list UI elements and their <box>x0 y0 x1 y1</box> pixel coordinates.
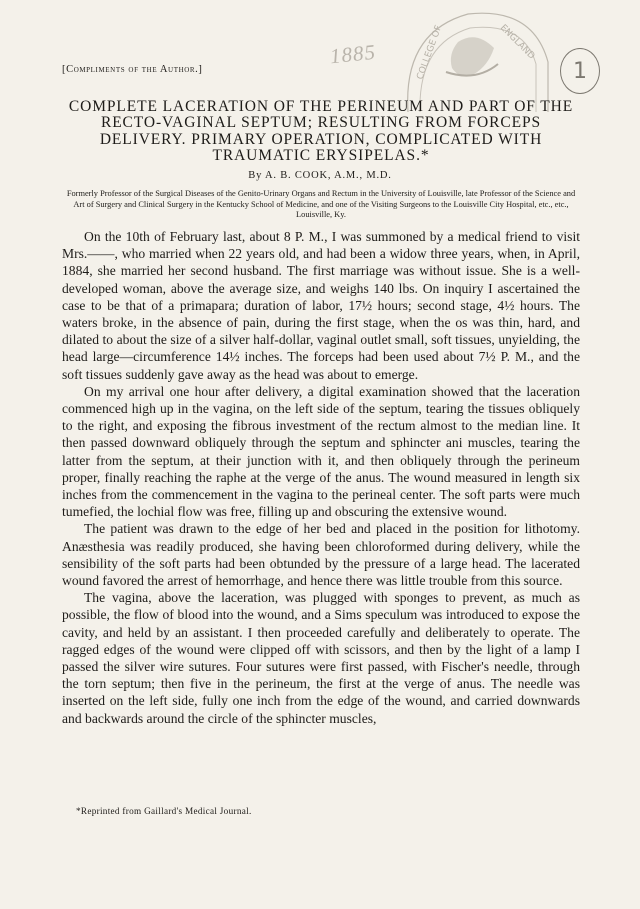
circled-number: 1 <box>560 48 600 94</box>
paragraph: On my arrival one hour after delivery, a digital examination showed that the laceration commenced high up in the vagina, on the left side of the septum, tearing the tissues obliquely to the right, and exposing the fibrous investment of the rectum almost to the median line. It then passed downward obliquely through the septum and sphincter ani muscles, tearing the latter from the septum, at their junction with it, and then obliquely through the perineum proper, finally reaching the raphe at the verge of the anus. The wound measured in length six inches from the commencement in the vagina to the perineal center. The soft parts were much tumefied, the lochial flow was free, filling up and obscuring the extensive wound. <box>62 383 580 520</box>
footnote: *Reprinted from Gaillard's Medical Journal. <box>76 806 252 816</box>
author-affiliation: Formerly Professor of the Surgical Diseases of the Genito-Urinary Organs and Rectum in the University of Louisville, late Professor of the Science and Art of Surgery and Clinical Surgery in the Kentucky School of Medicine, and one of the Visiting Surgeons to the Louisville City Hospital, etc., etc., Louisville, Ky. <box>66 189 576 220</box>
compliments-note: [Compliments of the Author.] <box>62 64 203 75</box>
stamp-arc-text: COLLEGE OF <box>415 24 445 82</box>
author-byline: By A. B. COOK, A.M., M.D. <box>248 170 392 181</box>
paragraph: On the 10th of February last, about 8 P. M., I was summoned by a medical friend to visit Mrs.——, who married when 22 years old, and had been a widow three years, when, in April, 1884, she married her second husband. The first marriage was without issue. She is a well-developed woman, above the average size, and weighs 140 lbs. On inquiry I ascertained the case to be that of a primapara; duration of labor, 17½ hours; second stage, 4½ hours. The waters broke, in the absence of pain, during the first stage, when the os was thin, hard, and dilated to about the size of a silver half-dollar, vaginal outlet small, soft tissues, unyielding, the head large—circumference 14½ inches. The forceps had been used about 7½ P. M., and the soft tissues suddenly gave away as the head was about to emerge. <box>62 229 580 382</box>
article-body <box>62 228 580 727</box>
paragraph: The patient was drawn to the edge of her bed and placed in the position for lithotomy. Anæsthesia was readily produced, she having been chloroformed during delivery, while the sensibility of the soft parts had been obtunded by the pressure of a large head. The lacerated wound favored the arrest of hemorrhage, and hence there was little trouble from this source. <box>62 521 580 589</box>
paragraph: The vagina, above the laceration, was plugged with sponges to prevent, as much as possible, the flow of blood into the wound, and a Sims speculum was introduced to expose the cavity, and held by an assistant. I then proceeded carefully and deliberately to operate. The ragged edges of the wound were clipped off with scissors, and then by the light of a lamp I passed the silver wire sutures. Four sutures were first passed, with Fischer's needle, through the torn septum; then five in the perineum, the first at the verge of anus. The needle was inserted on the left side, fully one inch from the edge of the wound, and carried downwards and backwards around the circle of the sphincter muscles, <box>62 590 580 726</box>
svg-text:ENGLAND: ENGLAND <box>497 23 537 62</box>
article-title: COMPLETE LACERATION OF THE PERINEUM AND PART OF THE RECTO-VAGINAL SEPTUM; RESULTING FROM FORCEPS DELIVERY. PRIMARY OPERATION, COMPLICATED WITH TRAUMATIC ERYSIPELAS.* <box>68 98 574 165</box>
year-mark: 1885 <box>328 39 378 69</box>
